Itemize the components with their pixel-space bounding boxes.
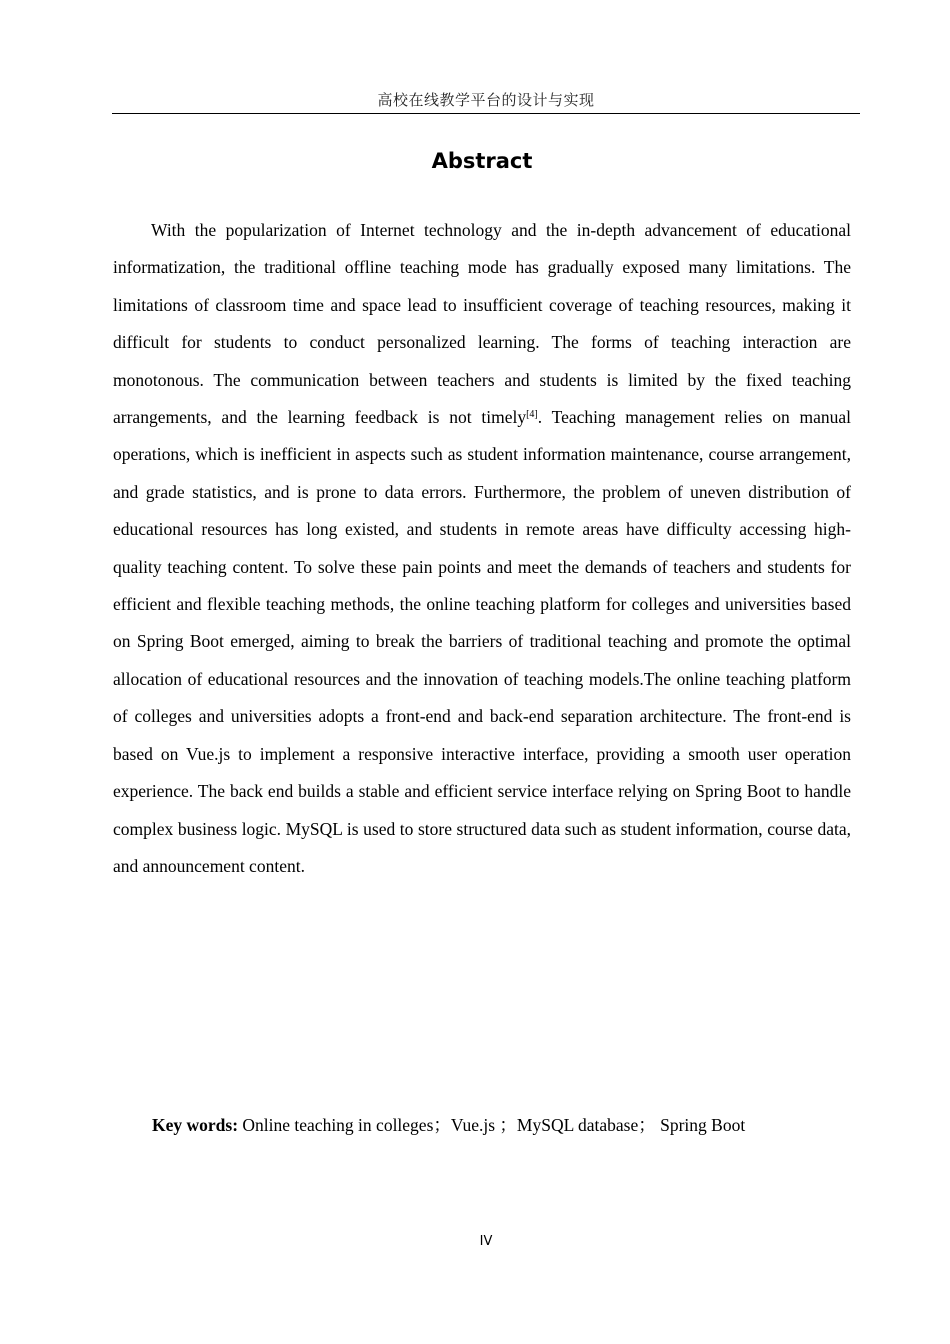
citation-reference: [4] bbox=[526, 409, 538, 421]
abstract-text-part1: With the popularization of Internet technology and the in-depth advancement of educational informatization, the traditional offline teaching mode has gradually exposed many limitations. The limitations of classroom time and space lead to insufficient coverage of teaching resources, making it difficult for students to conduct personalized learning. The forms of teaching interaction are monotonous. The communication between teachers and students is limited by the fixed teaching arrangements, and the learning feedback is not timely bbox=[113, 220, 851, 428]
abstract-paragraph bbox=[113, 212, 851, 885]
page-header bbox=[112, 88, 860, 114]
page-number: IV bbox=[479, 1234, 493, 1249]
keywords-line bbox=[152, 1110, 852, 1140]
abstract-text-part2: . Teaching management relies on manual operations, which is inefficient in aspects such as student information maintenance, course arrangement, and grade statistics, and is prone to data errors. Furthermore, the problem of uneven distribution of educational resources has long existed, and students in remote areas have difficulty accessing high-quality teaching content. To solve these pain points and meet the demands of teachers and students for efficient and flexible teaching methods, the online teaching platform for colleges and universities based on Spring Boot emerged, aiming to break the barriers of traditional teaching and promote the optimal allocation of educational resources and the innovation of teaching models.The online teaching platform of colleges and universities adopts a front-end and back-end separation architecture. The front-end is based on Vue.js to implement a responsive interactive interface, providing a smooth user operation experience. The back end builds a stable and efficient service interface relying on Spring Boot to handle complex business logic. MySQL is used to store structured data such as student information, course data, and announcement content. bbox=[113, 407, 851, 876]
keywords-label: Key words: bbox=[152, 1115, 239, 1135]
abstract-heading: Abstract bbox=[431, 149, 533, 173]
header-title: 高校在线教学平台的设计与实现 bbox=[377, 91, 595, 109]
keywords-text: Online teaching in colleges；Vue.js ；MySQL database； Spring Boot bbox=[242, 1115, 746, 1135]
